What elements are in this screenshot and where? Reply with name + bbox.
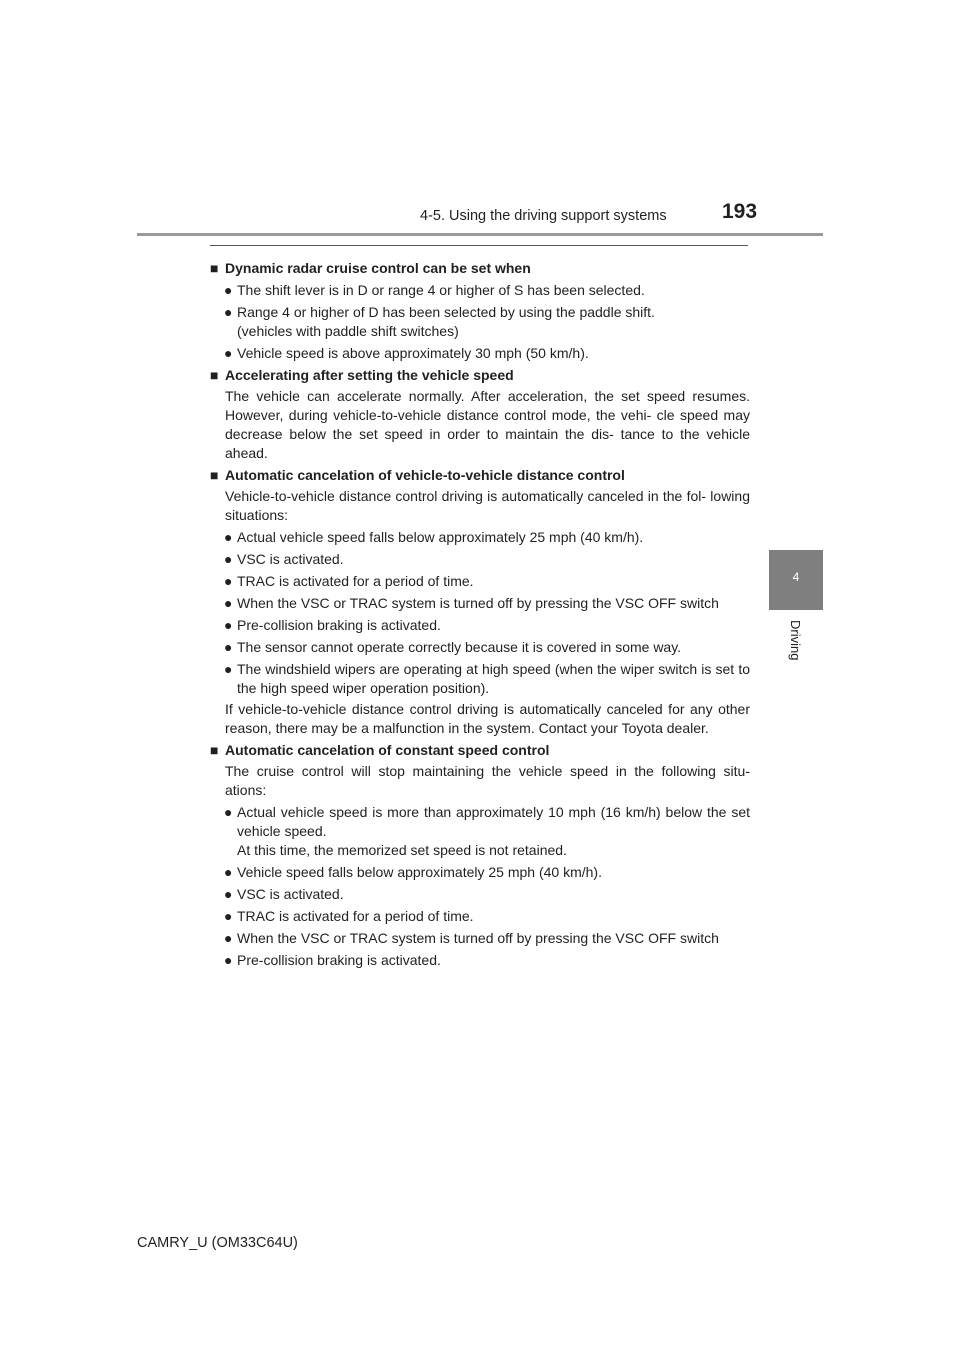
round-bullet-icon: ●	[224, 864, 233, 880]
bullet-item	[210, 863, 750, 882]
bullet-list	[210, 281, 750, 363]
round-bullet-icon: ●	[224, 551, 233, 567]
square-bullet-icon: ■	[210, 260, 219, 276]
round-bullet-icon: ●	[224, 595, 233, 611]
bullet-text: Actual vehicle speed is more than approximately 10 mph (16 km/h) below the set vehicle speed.	[237, 804, 750, 839]
bullet-item	[210, 803, 750, 860]
section-heading	[210, 741, 750, 760]
section-heading	[210, 259, 750, 278]
round-bullet-icon: ●	[224, 908, 233, 924]
bullet-text: VSC is activated.	[237, 886, 344, 902]
header-section-title: 4-5. Using the driving support systems	[420, 208, 667, 224]
bullet-text: TRAC is activated for a period of time.	[237, 908, 474, 924]
heading-text: Automatic cancelation of constant speed control	[225, 742, 550, 758]
content-rule	[210, 245, 748, 246]
heading-text: Dynamic radar cruise control can be set when	[225, 260, 531, 276]
paragraph: The cruise control will stop maintaining the vehicle speed in the following situ- ations:	[225, 763, 750, 798]
heading-text: Automatic cancelation of vehicle-to-vehicle distance control	[225, 467, 625, 483]
chapter-tab	[769, 550, 823, 610]
bullet-item	[210, 616, 750, 635]
bullet-item	[210, 281, 750, 300]
chapter-tab-label: Driving	[788, 620, 803, 661]
bullet-text: TRAC is activated for a period of time.	[237, 573, 474, 589]
square-bullet-icon: ■	[210, 742, 219, 758]
bullet-text: (vehicles with paddle shift switches)	[237, 323, 459, 339]
bullet-text: Pre-collision braking is activated.	[237, 952, 441, 968]
bullet-list	[210, 528, 750, 698]
round-bullet-icon: ●	[224, 282, 233, 298]
round-bullet-icon: ●	[224, 930, 233, 946]
bullet-item	[210, 660, 750, 698]
bullet-list	[210, 803, 750, 970]
paragraph: The vehicle can accelerate normally. After acceleration, the set speed resumes. However, during vehicle-to-vehicle distance control mode, the vehi- cle speed may decrease below the set speed in order to maintain the dis- tance to the vehicle ahead.	[225, 388, 750, 461]
round-bullet-icon: ●	[224, 529, 233, 545]
paragraph: If vehicle-to-vehicle distance control driving is automatically canceled for any other reason, there may be a malfunction in the system. Contact your Toyota dealer.	[225, 701, 750, 736]
bullet-text: Pre-collision braking is activated.	[237, 617, 441, 633]
bullet-item	[210, 951, 750, 970]
bullet-text: When the VSC or TRAC system is turned off by pressing the VSC OFF switch	[237, 595, 719, 611]
bullet-text: Vehicle speed falls below approximately 25 mph (40 km/h).	[237, 864, 602, 880]
bullet-text: Vehicle speed is above approximately 30 mph (50 km/h).	[237, 345, 589, 361]
round-bullet-icon: ●	[224, 661, 233, 677]
bullet-text: The sensor cannot operate correctly because it is covered in some way.	[237, 639, 682, 655]
round-bullet-icon: ●	[224, 639, 233, 655]
bullet-item	[210, 907, 750, 926]
bullet-item	[210, 344, 750, 363]
round-bullet-icon: ●	[224, 617, 233, 633]
bullet-item	[210, 528, 750, 547]
bullet-text: VSC is activated.	[237, 551, 344, 567]
bullet-text: At this time, the memorized set speed is not retained.	[237, 842, 567, 858]
bullet-text: Actual vehicle speed falls below approximately 25 mph (40 km/h).	[237, 529, 644, 545]
round-bullet-icon: ●	[224, 573, 233, 589]
bullet-item	[210, 572, 750, 591]
section-heading	[210, 366, 750, 385]
page-number: 193	[722, 200, 758, 223]
bullet-item	[210, 550, 750, 569]
page-content	[210, 256, 750, 970]
heading-text: Accelerating after setting the vehicle speed	[225, 367, 514, 383]
header-rule	[137, 233, 823, 236]
bullet-text: Range 4 or higher of D has been selected by using the paddle shift.	[237, 304, 655, 320]
square-bullet-icon: ■	[210, 367, 219, 383]
footer-model-code: CAMRY_U (OM33C64U)	[137, 1235, 298, 1251]
bullet-item	[210, 594, 750, 613]
bullet-item	[210, 885, 750, 904]
chapter-tab-number: 4	[792, 570, 800, 584]
round-bullet-icon: ●	[224, 345, 233, 361]
bullet-text: The shift lever is in D or range 4 or higher of S has been selected.	[237, 282, 645, 298]
section-heading	[210, 466, 750, 485]
paragraph: Vehicle-to-vehicle distance control driving is automatically canceled in the fol- lowing situations:	[225, 488, 750, 523]
square-bullet-icon: ■	[210, 467, 219, 483]
round-bullet-icon: ●	[224, 952, 233, 968]
bullet-item	[210, 638, 750, 657]
round-bullet-icon: ●	[224, 804, 233, 820]
bullet-item	[210, 929, 750, 948]
bullet-text: The windshield wipers are operating at high speed (when the wiper switch is set to the high speed wiper operation position).	[237, 661, 750, 696]
round-bullet-icon: ●	[224, 304, 233, 320]
bullet-text: When the VSC or TRAC system is turned off by pressing the VSC OFF switch	[237, 930, 719, 946]
round-bullet-icon: ●	[224, 886, 233, 902]
bullet-item	[210, 303, 750, 341]
